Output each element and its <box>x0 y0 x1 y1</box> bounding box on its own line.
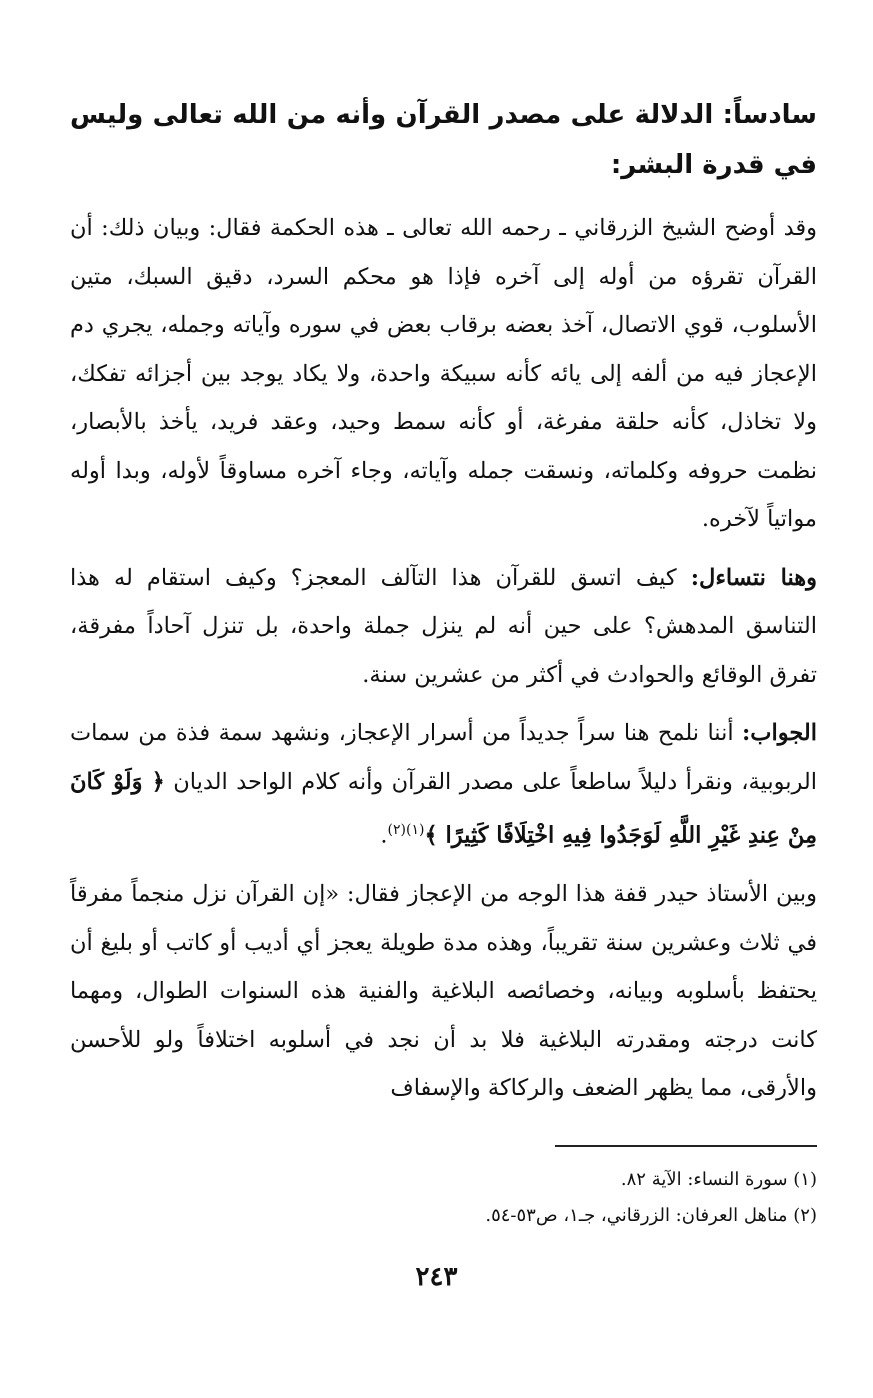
footnote-divider <box>555 1145 817 1147</box>
footnote-1: (١) سورة النساء: الآية ٨٢. <box>620 1169 817 1190</box>
question-lead: وهنا نتساءل: <box>690 564 817 591</box>
answer-end: . <box>380 822 388 849</box>
answer-text: أننا نلمح هنا سراً جديداً من أسرار الإعجاز، ونشهد سمة فذة من سمات الربوبية، ونقرأ دليلاً ساطعاً على مصدر القرآن وأنه كلام الواحد الديان <box>70 720 818 795</box>
page-number: ٢٤٣ <box>415 1262 458 1292</box>
paragraph-answer <box>70 709 817 860</box>
footnote-2: (٢) مناهل العرفان: الزرقاني، جـ١، ص٥٣-٥٤. <box>485 1205 817 1226</box>
paragraph-question <box>70 554 817 700</box>
section-heading: سادساً: الدلالة على مصدر القرآن وأنه من الله تعالى وليس في قدرة البشر: <box>70 100 817 180</box>
footnote-refs: (١)(٢) <box>387 822 425 838</box>
quran-verse: ﴿ وَلَوْ كَانَ مِنْ عِندِ غَيْرِ اللَّهِ لَوَجَدُوا فِيهِ اخْتِلَافًا كَثِيرًا ﴾ <box>70 768 817 849</box>
paragraph-haidar-quote: وبين الأستاذ حيدر قفة هذا الوجه من الإعجاز فقال: «إن القرآن نزل منجماً مفرقاً في ثلاث وعشرين سنة تقريباً، وهذه مدة طويلة يعجز أي أديب أو كاتب أو بليغ أن يحتفظ بأسلوبه وبيانه، وخصائصه البلاغية والفنية هذه السنوات الطوال، ومهما كانت درجته ومقدرته البلاغية فلا بد أن نجد في أسلوبه اختلافاً ولو للأحسن والأرقى، مما يظهر الضعف والركاكة والإسفاف <box>70 881 817 1101</box>
footnotes <box>70 1162 817 1234</box>
answer-lead: الجواب: <box>742 720 817 746</box>
question-text: كيف اتسق للقرآن هذا التآلف المعجز؟ وكيف استقام له هذا التناسق المدهش؟ على حين أنه لم ينزل جملة واحدة، بل تنزل آحاداً مفرقة، تفرق الوقائع والحوادث في أكثر من عشرين سنة. <box>70 564 817 688</box>
paragraph-zurqani: وقد أوضح الشيخ الزرقاني ـ رحمه الله تعالى ـ هذه الحكمة فقال: وبيان ذلك: أن القرآن تقرؤه من أوله إلى آخره فإذا هو محكم السرد، دقيق السبك، متين الأسلوب، قوي الاتصال، آخذ بعضه برقاب بعض في سوره وآياته وجمله، يجري دم الإعجاز فيه من ألفه إلى يائه كأنه سبيكة واحدة، ولا يكاد يوجد بين أجزائه تفكك، ولا تخاذل، كأنه حلقة مفرغة، أو كأنه سمط وحيد، وعقد فريد، يأخذ بالأبصار، نظمت حروفه وكلماته، ونسقت جمله وآياته، وجاء آخره مساوقاً لأوله، وبدا أوله مواتياً لآخره. <box>70 215 817 532</box>
